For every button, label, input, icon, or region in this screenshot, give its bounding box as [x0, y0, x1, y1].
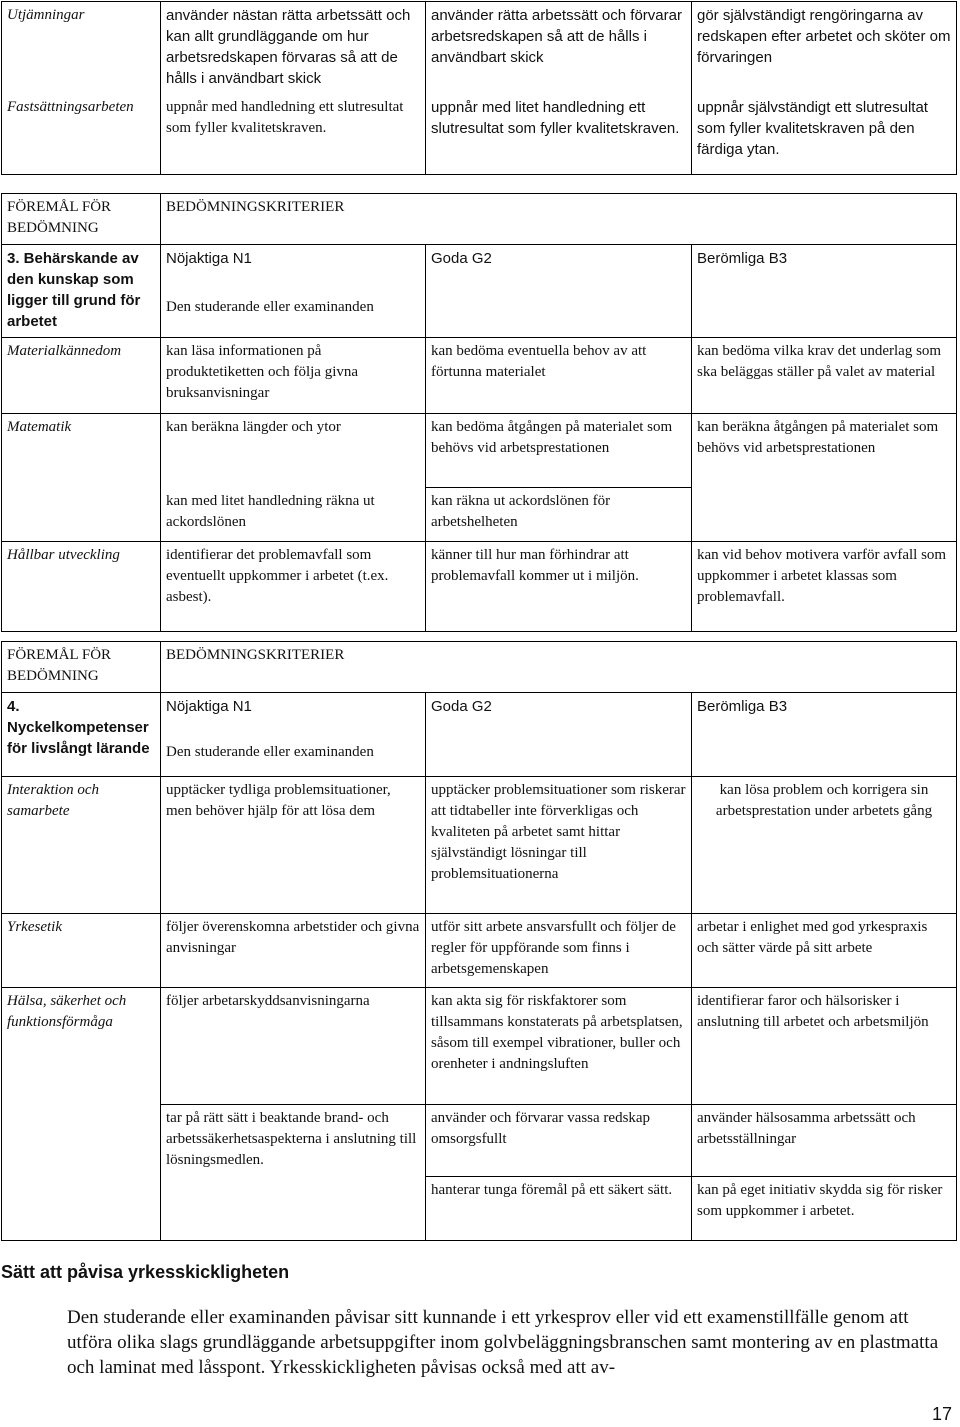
criteria-b3 [692, 488, 957, 542]
table-row [2, 777, 957, 914]
table-header-row [2, 642, 957, 693]
row-label: Matematik [2, 414, 161, 488]
criteria-n1: upptäcker tydliga problemsituationer, men behöver hjälp för att lösa dem [161, 777, 426, 914]
level-n1: Nöjaktiga N1 [161, 693, 426, 739]
criteria-g2: kan akta sig för riskfaktorer som tillsammans konstaterats på arbetsplatsen, såsom till exempel vibrationer, buller och orenheter i andningsluften [426, 988, 692, 1105]
level-n1: Nöjaktiga N1 [161, 245, 426, 295]
criteria-b3: använder hälsosamma arbetssätt och arbetsställningar [692, 1105, 957, 1177]
criteria-g2: uppnår med litet handledning ett slutresultat som fyller kvalitetskraven. [426, 94, 692, 174]
object-title: 4. Nyckelkompetenser för livslångt lärande [2, 693, 161, 777]
table-row [2, 1176, 957, 1240]
table-row [2, 94, 957, 174]
object-header: FÖREMÅL FÖR BEDÖMNING [2, 194, 161, 245]
criteria-b3: kan på eget initiativ skydda sig för risker som uppkommer i arbetet. [692, 1176, 957, 1240]
criteria-b3: kan vid behov motivera varför avfall som uppkommer i arbetet klassas som problemavfall. [692, 542, 957, 632]
criteria-b3: uppnår självständigt ett slutresultat som fyller kvalitetskraven på den färdiga ytan. [692, 94, 957, 174]
criteria-b3: gör självständigt rengöringarna av redskapen efter arbetet och sköter om förvaringen [692, 2, 957, 95]
level-row [2, 693, 957, 739]
page-number: 17 [931, 1404, 952, 1424]
level-g2: Goda G2 [426, 693, 692, 739]
criteria-g2: hanterar tunga föremål på ett säkert sätt. [426, 1176, 692, 1240]
table-row [2, 1105, 957, 1177]
row-label: Fastsättningsarbeten [2, 94, 161, 174]
criteria-g2: kan bedöma åtgången på materialet som behövs vid arbetsprestationen [426, 414, 692, 488]
section-heading: Sätt att påvisa yrkesskickligheten [1, 1262, 290, 1282]
row-label: Utjämningar [2, 2, 161, 95]
object-title: 3. Behärskande av den kunskap som ligger till grund för arbetet [2, 245, 161, 338]
criteria-header: BEDÖMNINGSKRITERIER [161, 194, 957, 245]
criteria-n1: kan beräkna längder och ytor [161, 414, 426, 488]
criteria-n1: använder nästan rätta arbetssätt och kan allt grundläggande om hur arbetsredskapen förvaras så att de hålls i användbart skick [161, 2, 426, 95]
criteria-n1: följer arbetarskyddsanvisningarna [161, 988, 426, 1105]
criteria-g2: använder rätta arbetssätt och förvarar arbetsredskapen så att de hålls i användbart skick [426, 2, 692, 95]
level-g2: Goda G2 [426, 245, 692, 295]
row-label: Hälsa, säkerhet och funktionsförmåga [2, 988, 161, 1105]
criteria-n1: följer överenskomna arbetstider och givna anvisningar [161, 914, 426, 988]
table-row [2, 338, 957, 414]
table-row [2, 542, 957, 632]
criteria-g2: kan räkna ut ackordslönen för arbetshelheten [426, 488, 692, 542]
criteria-b3: identifierar faror och hälsorisker i anslutning till arbetet och arbetsmiljön [692, 988, 957, 1105]
criteria-g2: upptäcker problemsituationer som riskerar att tidtabeller inte förverkligas och kvaliteten på arbetet samt hittar självständigt lösningar till problemsituationerna [426, 777, 692, 914]
criteria-g2: känner till hur man förhindrar att problemavfall kommer ut i miljön. [426, 542, 692, 632]
row-label [2, 1176, 161, 1240]
criteria-g2: kan bedöma eventuella behov av att förtunna materialet [426, 338, 692, 414]
criteria-b3: arbetar i enlighet med god yrkespraxis och sätter värde på sitt arbete [692, 914, 957, 988]
level-b3: Berömliga B3 [692, 245, 957, 295]
criteria-n1: tar på rätt sätt i beaktande brand- och arbetssäkerhetsaspekterna i anslutning till lösningsmedlen. [161, 1105, 426, 1177]
criteria-b3: kan bedöma vilka krav det underlag som ska beläggas ställer på valet av material [692, 338, 957, 414]
criteria-table-section-4 [1, 641, 957, 1241]
table-header-row [2, 194, 957, 245]
row-label: Hållbar utveckling [2, 542, 161, 632]
criteria-b3: kan beräkna åtgången på materialet som behövs vid arbetsprestationen [692, 414, 957, 488]
criteria-n1 [161, 1176, 426, 1240]
criteria-g2: använder och förvarar vassa redskap omsorgsfullt [426, 1105, 692, 1177]
criteria-n1: identifierar det problemavfall som eventuellt uppkommer i arbetet (t.ex. asbest). [161, 542, 426, 632]
criteria-n1: kan med litet handledning räkna ut ackordslönen [161, 488, 426, 542]
table-row [2, 414, 957, 488]
criteria-header: BEDÖMNINGSKRITERIER [161, 642, 957, 693]
row-label: Interaktion och samarbete [2, 777, 161, 914]
table-row [2, 488, 957, 542]
level-b3: Berömliga B3 [692, 693, 957, 739]
criteria-n1: kan läsa informationen på produktetiketten och följa givna bruksanvisningar [161, 338, 426, 414]
row-label [2, 1105, 161, 1177]
table-row [2, 914, 957, 988]
table-row [2, 988, 957, 1105]
subject-text: Den studerande eller examinanden [161, 294, 426, 337]
object-header: FÖREMÅL FÖR BEDÖMNING [2, 642, 161, 693]
criteria-n1: uppnår med handledning ett slutresultat som fyller kvalitetskraven. [161, 94, 426, 174]
level-row [2, 245, 957, 295]
table-row [2, 2, 957, 95]
row-label: Materialkännedom [2, 338, 161, 414]
criteria-b3: kan lösa problem och korrigera sin arbetsprestation under arbetets gång [692, 777, 957, 914]
row-label: Yrkesetik [2, 914, 161, 988]
criteria-table-section-3 [1, 193, 957, 632]
subject-text: Den studerande eller examinanden [161, 739, 426, 777]
criteria-table-top [1, 1, 957, 175]
row-label [2, 488, 161, 542]
section-body: Den studerande eller examinanden påvisar sitt kunnande i ett yrkesprov eller vid ett examenstillfälle genom att utföra olika slags grundläggande arbetsuppgifter inom golvbeläggningsbranschen samt montering av en plastmatta och laminat med låsspont. Yrkesskickligheten påvisas också med att av- [67, 1307, 939, 1378]
criteria-g2: utför sitt arbete ansvarsfullt och följer de regler för uppförande som finns i arbetsgemenskapen [426, 914, 692, 988]
